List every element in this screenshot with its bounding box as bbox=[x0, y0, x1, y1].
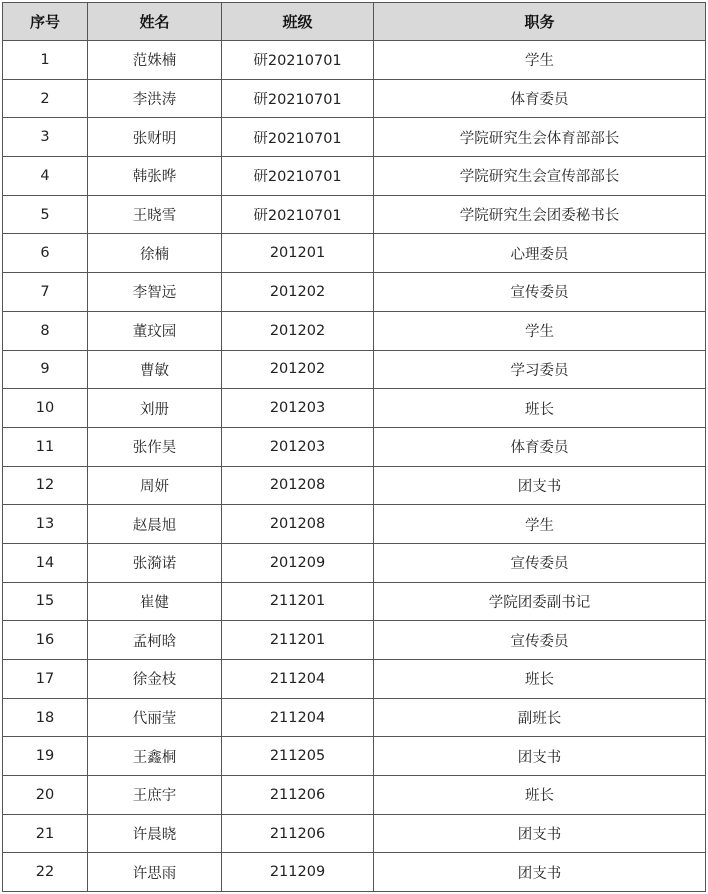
name-cell: 范姝楠 bbox=[88, 41, 222, 80]
index-cell: 18 bbox=[3, 698, 88, 737]
table-row bbox=[3, 853, 706, 892]
position-cell: 学院研究生会体育部部长 bbox=[374, 118, 706, 157]
class-cell: 201208 bbox=[222, 466, 374, 505]
class-cell: 211206 bbox=[222, 776, 374, 815]
table-row bbox=[3, 389, 706, 428]
position-cell: 团支书 bbox=[374, 737, 706, 776]
class-cell: 研20210701 bbox=[222, 79, 374, 118]
class-cell: 211209 bbox=[222, 853, 374, 892]
table-row bbox=[3, 505, 706, 544]
position-cell: 学生 bbox=[374, 505, 706, 544]
class-cell: 201201 bbox=[222, 234, 374, 273]
name-cell: 韩张晔 bbox=[88, 157, 222, 196]
table-row bbox=[3, 79, 706, 118]
header-class: 班级 bbox=[222, 3, 374, 41]
name-cell: 刘册 bbox=[88, 389, 222, 428]
position-cell: 宣传委员 bbox=[374, 543, 706, 582]
table-row bbox=[3, 157, 706, 196]
position-cell: 班长 bbox=[374, 776, 706, 815]
table-row bbox=[3, 621, 706, 660]
index-cell: 10 bbox=[3, 389, 88, 428]
position-cell: 班长 bbox=[374, 660, 706, 699]
name-cell: 董玟园 bbox=[88, 311, 222, 350]
index-cell: 17 bbox=[3, 660, 88, 699]
class-cell: 201203 bbox=[222, 427, 374, 466]
class-cell: 211205 bbox=[222, 737, 374, 776]
table-row bbox=[3, 814, 706, 853]
index-cell: 6 bbox=[3, 234, 88, 273]
name-cell: 王晓雪 bbox=[88, 195, 222, 234]
position-cell: 团支书 bbox=[374, 853, 706, 892]
class-cell: 研20210701 bbox=[222, 195, 374, 234]
table-row bbox=[3, 311, 706, 350]
class-cell: 研20210701 bbox=[222, 118, 374, 157]
position-cell: 宣传委员 bbox=[374, 621, 706, 660]
name-cell: 崔健 bbox=[88, 582, 222, 621]
index-cell: 13 bbox=[3, 505, 88, 544]
class-cell: 201202 bbox=[222, 311, 374, 350]
index-cell: 16 bbox=[3, 621, 88, 660]
position-cell: 体育委员 bbox=[374, 79, 706, 118]
class-cell: 201202 bbox=[222, 350, 374, 389]
header-name: 姓名 bbox=[88, 3, 222, 41]
table-row bbox=[3, 660, 706, 699]
table-row bbox=[3, 273, 706, 312]
table-row bbox=[3, 582, 706, 621]
position-cell: 学习委员 bbox=[374, 350, 706, 389]
table-row bbox=[3, 350, 706, 389]
position-cell: 副班长 bbox=[374, 698, 706, 737]
position-cell: 体育委员 bbox=[374, 427, 706, 466]
table-row bbox=[3, 466, 706, 505]
index-cell: 2 bbox=[3, 79, 88, 118]
position-cell: 团支书 bbox=[374, 814, 706, 853]
student-roster-table bbox=[2, 2, 706, 892]
index-cell: 11 bbox=[3, 427, 88, 466]
class-cell: 211204 bbox=[222, 660, 374, 699]
name-cell: 张财明 bbox=[88, 118, 222, 157]
name-cell: 赵晨旭 bbox=[88, 505, 222, 544]
index-cell: 15 bbox=[3, 582, 88, 621]
class-cell: 201208 bbox=[222, 505, 374, 544]
name-cell: 李洪涛 bbox=[88, 79, 222, 118]
name-cell: 代丽莹 bbox=[88, 698, 222, 737]
name-cell: 张作昊 bbox=[88, 427, 222, 466]
position-cell: 学院研究生会宣传部部长 bbox=[374, 157, 706, 196]
position-cell: 学院研究生会团委秘书长 bbox=[374, 195, 706, 234]
table-row bbox=[3, 543, 706, 582]
table-row bbox=[3, 776, 706, 815]
position-cell: 学生 bbox=[374, 41, 706, 80]
table-body bbox=[3, 41, 706, 892]
name-cell: 张漪诺 bbox=[88, 543, 222, 582]
name-cell: 徐楠 bbox=[88, 234, 222, 273]
table-row bbox=[3, 737, 706, 776]
position-cell: 团支书 bbox=[374, 466, 706, 505]
name-cell: 周妍 bbox=[88, 466, 222, 505]
index-cell: 20 bbox=[3, 776, 88, 815]
index-cell: 19 bbox=[3, 737, 88, 776]
index-cell: 12 bbox=[3, 466, 88, 505]
class-cell: 211201 bbox=[222, 582, 374, 621]
name-cell: 徐金枝 bbox=[88, 660, 222, 699]
index-cell: 7 bbox=[3, 273, 88, 312]
index-cell: 8 bbox=[3, 311, 88, 350]
name-cell: 孟柯晗 bbox=[88, 621, 222, 660]
class-cell: 研20210701 bbox=[222, 41, 374, 80]
position-cell: 班长 bbox=[374, 389, 706, 428]
table-row bbox=[3, 234, 706, 273]
class-cell: 201202 bbox=[222, 273, 374, 312]
index-cell: 4 bbox=[3, 157, 88, 196]
position-cell: 心理委员 bbox=[374, 234, 706, 273]
table-row bbox=[3, 195, 706, 234]
name-cell: 曹敏 bbox=[88, 350, 222, 389]
name-cell: 许晨晓 bbox=[88, 814, 222, 853]
class-cell: 211204 bbox=[222, 698, 374, 737]
index-cell: 14 bbox=[3, 543, 88, 582]
position-cell: 学生 bbox=[374, 311, 706, 350]
index-cell: 22 bbox=[3, 853, 88, 892]
index-cell: 21 bbox=[3, 814, 88, 853]
name-cell: 王鑫桐 bbox=[88, 737, 222, 776]
name-cell: 王庶宇 bbox=[88, 776, 222, 815]
class-cell: 201209 bbox=[222, 543, 374, 582]
index-cell: 3 bbox=[3, 118, 88, 157]
table-header bbox=[3, 3, 706, 41]
table-row bbox=[3, 118, 706, 157]
table-row bbox=[3, 427, 706, 466]
class-cell: 研20210701 bbox=[222, 157, 374, 196]
position-cell: 宣传委员 bbox=[374, 273, 706, 312]
header-position: 职务 bbox=[374, 3, 706, 41]
header-row bbox=[3, 3, 706, 41]
index-cell: 5 bbox=[3, 195, 88, 234]
position-cell: 学院团委副书记 bbox=[374, 582, 706, 621]
header-index: 序号 bbox=[3, 3, 88, 41]
class-cell: 201203 bbox=[222, 389, 374, 428]
name-cell: 李智远 bbox=[88, 273, 222, 312]
index-cell: 9 bbox=[3, 350, 88, 389]
name-cell: 许思雨 bbox=[88, 853, 222, 892]
table-row bbox=[3, 41, 706, 80]
index-cell: 1 bbox=[3, 41, 88, 80]
class-cell: 211201 bbox=[222, 621, 374, 660]
class-cell: 211206 bbox=[222, 814, 374, 853]
table-row bbox=[3, 698, 706, 737]
